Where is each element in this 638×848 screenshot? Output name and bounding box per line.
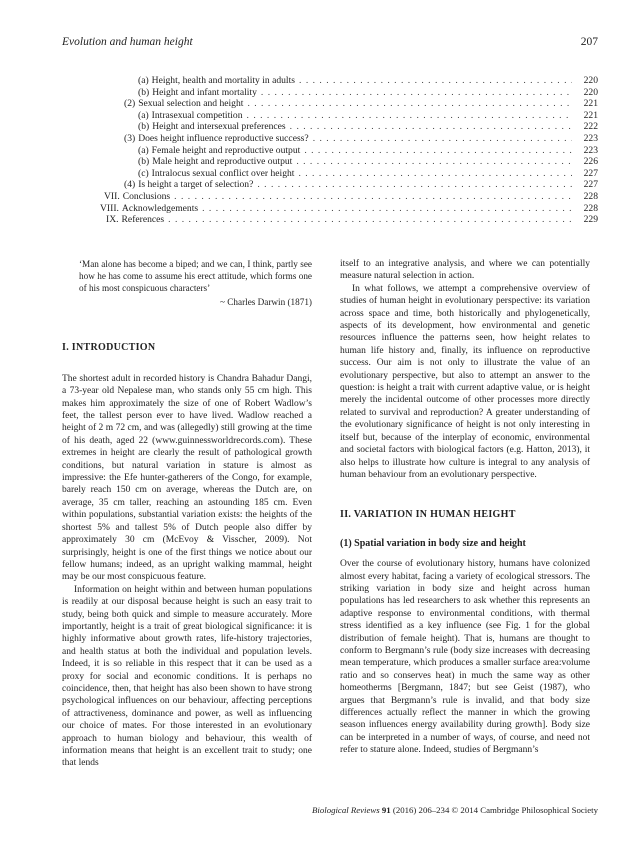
toc-leader-dots	[296, 156, 572, 168]
toc-entry-label: Is height a target of selection?	[138, 179, 254, 191]
intro-paragraph-2: Information on height within and between human populations is readily at our disposal because height is such an easy trait to study, being both quick and simple to measure accurately. More importantly, height is a trait of great biological significance: it is highly informative about growth rates, life-history trajectories, and health status at both the individual and population levels. Indeed, it is so reliable in this respect that it can be used as a proxy for social and economic conditions. It is perhaps no coincidence, then, that height has also been shown to have strong psychological influences on our behaviour, affecting perceptions of attractiveness, dominance and power, as well as influencing our choice of mates. For those interested in an evolutionary approach to human biology and behaviour, this wealth of information means that height is an excellent trait to study; one that lends	[62, 584, 312, 769]
toc-entry-label: Intrasexual competition	[151, 109, 243, 121]
running-title: Evolution and human height	[62, 36, 193, 48]
toc-entry-number: (a)	[138, 109, 149, 121]
toc-entry	[62, 145, 598, 157]
toc-entry-label: Sexual selection and height	[138, 98, 244, 110]
toc-entry-label: Acknowledgements	[121, 202, 199, 214]
toc-entry	[62, 98, 598, 110]
toc-entry-page: 223	[583, 132, 598, 144]
toc-entry	[62, 133, 598, 145]
toc-leader-dots	[168, 214, 572, 226]
section-heading-introduction: I. INTRODUCTION	[62, 342, 156, 354]
section-heading-variation: II. VARIATION IN HUMAN HEIGHT	[340, 509, 516, 521]
toc-entry	[62, 156, 598, 168]
toc-entry-number: VIII.	[100, 202, 119, 214]
intro-paragraph-continued: itself to an integrative analysis, and where we can potentially measure natural selection in action.	[340, 259, 590, 282]
toc-entry-label: Female height and reproductive output	[151, 144, 301, 156]
variation-paragraph-1: Over the course of evolutionary history, humans have colonized almost every habitat, facing a variety of ecological stressors. The striking variation in body size and height across human populations has led researchers to ask whether this represents an adaptive response to environmental conditions, with thermal stress identified as a key influence (see Fig. 1 for the global distribution of female height). That is, humans are thought to conform to Bergmann’s rule (body size increases with decreasing mean temperature, which produces a smaller surface area:volume ratio and so conserves heat) in much the same way as other homeotherms [Bergmann, 1847; but see Geist (1987), who argues that Bergmann’s rule is invalid, and that body size differences actually reflect the manner in which the growing season influences energy availability during growth]. Body size can be interpreted in a number of ways, of course, and need not refer to stature alone. Indeed, studies of Bergmann’s	[340, 559, 590, 756]
toc-entry-label: Height and intersexual preferences	[152, 121, 286, 133]
left-column	[62, 258, 312, 770]
toc-entry-label: Intralocus sexual conflict over height	[151, 167, 295, 179]
toc-entry-page: 228	[583, 190, 598, 202]
toc-entry-number: (3)	[124, 132, 136, 144]
toc-entry-page: 222	[583, 121, 598, 133]
toc-entry	[62, 110, 598, 122]
toc-entry	[62, 121, 598, 133]
toc-leader-dots	[298, 168, 572, 180]
toc-leader-dots	[174, 191, 572, 203]
toc-entry-page: 221	[583, 109, 598, 121]
toc-entry-number: IX.	[106, 214, 119, 226]
toc-leader-dots	[299, 75, 572, 87]
toc-entry-number: VII.	[104, 190, 120, 202]
toc-entry-page: 226	[583, 156, 598, 168]
toc-entry-number: (c)	[138, 167, 149, 179]
toc-entry-label: Height, health and mortality in adults	[151, 75, 296, 86]
toc-entry	[62, 214, 598, 226]
toc-entry-page: 227	[583, 167, 598, 179]
epigraph-attribution: ~ Charles Darwin (1871)	[220, 297, 312, 307]
intro-paragraph-1: The shortest adult in recorded history is Chandra Bahadur Dangi, a 73-year old Nepalese man, who stands only 55 cm high. This makes him approximately the size of one of Robert Wadlow’s feet, the tallest person ever to have lived. Wadlow reached a height of 2 m 72 cm, and was (allegedly) still growing at the time of his death, aged 22 (www.guinnessworldrecords.com). These extremes in height are clearly the result of pathological growth conditions, but natural variation in stature is almost as impressive: the Efe hunter-gatherers of the Congo, for example, barely reach 150 cm on average, whereas the Dutch are, on average, 35 cm taller, reaching an astounding 185 cm. Even within populations, substantial variation exists: the heights of the shortest 5% and tallest 5% of Dutch people also differ by approximately 30 cm (McEvoy & Visscher, 2009). Not surprisingly, height is one of the first things we notice about our fellow humans; indeed, as an upright walking mammal, height may be our most conspicuous feature.	[62, 373, 312, 583]
epigraph-quote: ‘Man alone has become a biped; and we can, I think, partly see how he has come to assume his erect attitude, which forms one of his most conspicuous characters’	[79, 259, 312, 293]
toc-entry	[62, 168, 598, 180]
toc-entry-label: Conclusions	[122, 190, 171, 202]
toc-entry-number: (b)	[138, 86, 150, 98]
toc-leader-dots	[257, 179, 572, 191]
footer-journal: Biological Reviews	[312, 805, 380, 815]
toc-entry-number: (a)	[138, 144, 149, 156]
toc-leader-dots	[247, 110, 572, 122]
toc-entry-page: 220	[583, 86, 598, 98]
toc-entry-page: 229	[583, 214, 598, 226]
toc-entry-number: (2)	[124, 98, 136, 110]
toc-leader-dots	[290, 121, 572, 133]
toc-leader-dots	[247, 98, 572, 110]
page-number: 207	[580, 36, 598, 48]
toc-entry-label: Height and infant mortality	[152, 86, 257, 98]
subsection-heading-spatial: (1) Spatial variation in body size and height	[340, 537, 526, 549]
toc-entry-page: 221	[583, 98, 598, 110]
toc-entry-label: Does height influence reproductive success?	[138, 132, 309, 144]
toc-entry-page: 220	[583, 75, 598, 86]
toc-entry-number: (b)	[138, 121, 150, 133]
toc-entry-page: 227	[583, 179, 598, 191]
toc-leader-dots	[313, 133, 572, 145]
toc-entry	[62, 75, 598, 87]
footer-volume: 91	[381, 805, 391, 815]
toc-entry	[62, 179, 598, 191]
toc-entry	[62, 87, 598, 99]
toc-entry	[62, 203, 598, 215]
right-column	[340, 258, 590, 757]
toc-entry-label: References	[121, 214, 165, 226]
toc-leader-dots	[261, 87, 572, 99]
footer-citation: (2016) 206–234 © 2014 Cambridge Philosophical Society	[392, 805, 598, 815]
toc-entry-page: 228	[583, 202, 598, 214]
toc-entry-number: (b)	[138, 156, 150, 168]
toc-entry-label: Male height and reproductive output	[152, 156, 293, 168]
toc-leader-dots	[202, 203, 572, 215]
toc-entry-page: 223	[583, 144, 598, 156]
toc-entry-number: (4)	[124, 179, 136, 191]
toc-leader-dots	[304, 145, 572, 157]
toc-entry-number: (a)	[138, 75, 149, 86]
intro-paragraph-3: In what follows, we attempt a comprehensive overview of studies of human height in evolutionary perspective: its variation across space and time, both historically and phylogenetically, aspects of its development, how environmental and genetic resources influence the patterns seen, how height relates to human life history and, finally, its influence on reproductive success. Our aim is not only to illustrate the value of an evolutionary perspective, but also to attempt an answer to the question: is height a trait with current adaptive value, or is height merely the incidental outcome of other processes more directly related to survival and reproduction? A greater understanding of the evolutionary significance of height is not only interesting in itself but, because of the interplay of economic, environmental and societal factors with biological factors (e.g. Hatton, 2013), it also helps to illustrate how culture is integral to any analysis of human behaviour from an evolutionary perspective.	[340, 283, 590, 480]
toc-entry	[62, 191, 598, 203]
page-footer	[312, 805, 598, 815]
table-of-contents	[62, 75, 598, 226]
